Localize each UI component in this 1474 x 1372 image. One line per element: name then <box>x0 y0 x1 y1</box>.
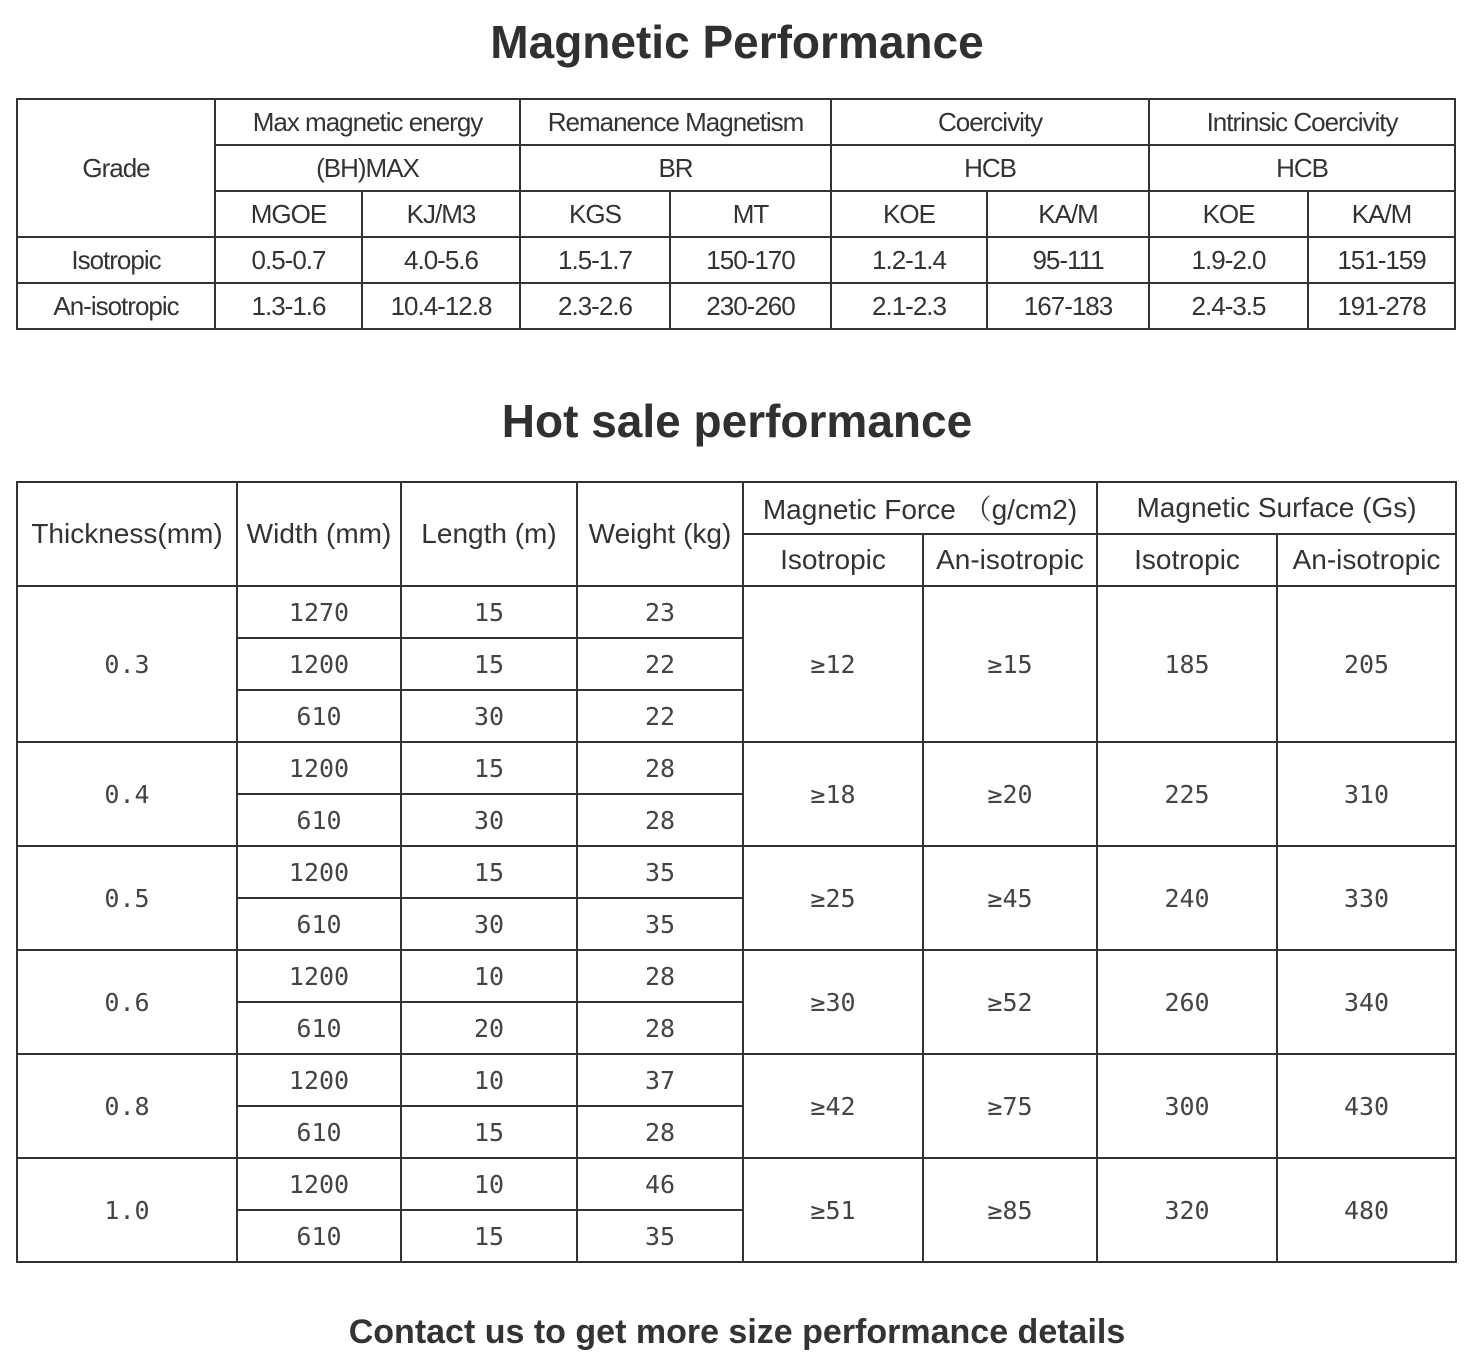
table-row <box>17 950 1456 1002</box>
weight-cell: 28 <box>577 1002 743 1054</box>
unit-header: KA/M <box>987 191 1149 237</box>
force-anisotropic-cell: ≥15 <box>923 586 1097 742</box>
unit-header: KOE <box>1149 191 1308 237</box>
force-anisotropic-cell: ≥75 <box>923 1054 1097 1158</box>
surface-isotropic-cell: 185 <box>1097 586 1277 742</box>
weight-cell: 35 <box>577 1210 743 1262</box>
table-header-row <box>17 482 1456 534</box>
thickness-cell: 0.6 <box>17 950 237 1054</box>
surface-anisotropic-cell: 480 <box>1277 1158 1456 1262</box>
magnetic-performance-title: Magnetic Performance <box>490 16 984 68</box>
force-isotropic-cell: ≥42 <box>743 1054 923 1158</box>
length-cell: 15 <box>401 846 577 898</box>
length-cell: 30 <box>401 690 577 742</box>
weight-cell: 28 <box>577 794 743 846</box>
surface-anisotropic-header: An-isotropic <box>1277 534 1456 586</box>
value-cell: 4.0-5.6 <box>362 237 520 283</box>
length-header: Length (m) <box>401 482 577 586</box>
value-cell: 150-170 <box>670 237 831 283</box>
weight-cell: 28 <box>577 742 743 794</box>
force-isotropic-cell: ≥12 <box>743 586 923 742</box>
contact-footer: Contact us to get more size performance details <box>348 1313 1126 1351</box>
width-cell: 1270 <box>237 586 401 638</box>
value-cell: 2.4-3.5 <box>1149 283 1308 329</box>
width-cell: 610 <box>237 794 401 846</box>
length-cell: 20 <box>401 1002 577 1054</box>
value-cell: 151-159 <box>1308 237 1455 283</box>
width-cell: 1200 <box>237 846 401 898</box>
value-cell: 230-260 <box>670 283 831 329</box>
table-header-row <box>17 99 1455 145</box>
force-isotropic-cell: ≥51 <box>743 1158 923 1262</box>
force-isotropic-cell: ≥25 <box>743 846 923 950</box>
thickness-cell: 0.5 <box>17 846 237 950</box>
value-cell: 95-111 <box>987 237 1149 283</box>
property-name: Intrinsic Coercivity <box>1149 99 1455 145</box>
length-cell: 15 <box>401 638 577 690</box>
surface-isotropic-cell: 240 <box>1097 846 1277 950</box>
surface-isotropic-cell: 300 <box>1097 1054 1277 1158</box>
surface-anisotropic-cell: 310 <box>1277 742 1456 846</box>
unit-header: KJ/M3 <box>362 191 520 237</box>
surface-isotropic-cell: 225 <box>1097 742 1277 846</box>
unit-header: MT <box>670 191 831 237</box>
property-name: Remanence Magnetism <box>520 99 831 145</box>
force-anisotropic-cell: ≥85 <box>923 1158 1097 1262</box>
property-symbol: (BH)MAX <box>215 145 520 191</box>
length-cell: 15 <box>401 1210 577 1262</box>
weight-header: Weight (kg) <box>577 482 743 586</box>
value-cell: 167-183 <box>987 283 1149 329</box>
table-row <box>17 586 1456 638</box>
surface-anisotropic-cell: 330 <box>1277 846 1456 950</box>
value-cell: 1.3-1.6 <box>215 283 362 329</box>
weight-cell: 46 <box>577 1158 743 1210</box>
thickness-cell: 0.8 <box>17 1054 237 1158</box>
thickness-cell: 0.4 <box>17 742 237 846</box>
width-cell: 610 <box>237 1106 401 1158</box>
force-anisotropic-cell: ≥52 <box>923 950 1097 1054</box>
weight-cell: 22 <box>577 690 743 742</box>
thickness-header: Thickness(mm) <box>17 482 237 586</box>
length-cell: 15 <box>401 1106 577 1158</box>
weight-cell: 35 <box>577 846 743 898</box>
value-cell: 10.4-12.8 <box>362 283 520 329</box>
weight-cell: 35 <box>577 898 743 950</box>
grade-cell: An-isotropic <box>17 283 215 329</box>
force-anisotropic-cell: ≥20 <box>923 742 1097 846</box>
weight-cell: 28 <box>577 950 743 1002</box>
hot-sale-title: Hot sale performance <box>501 395 973 447</box>
value-cell: 2.1-2.3 <box>831 283 987 329</box>
value-cell: 1.9-2.0 <box>1149 237 1308 283</box>
thickness-cell: 0.3 <box>17 586 237 742</box>
table-header-row <box>17 191 1455 237</box>
width-cell: 1200 <box>237 950 401 1002</box>
surface-isotropic-cell: 260 <box>1097 950 1277 1054</box>
length-cell: 15 <box>401 586 577 638</box>
weight-cell: 37 <box>577 1054 743 1106</box>
table-row <box>17 1054 1456 1106</box>
table-row <box>17 846 1456 898</box>
width-header: Width (mm) <box>237 482 401 586</box>
force-anisotropic-header: An-isotropic <box>923 534 1097 586</box>
weight-cell: 28 <box>577 1106 743 1158</box>
surface-isotropic-header: Isotropic <box>1097 534 1277 586</box>
length-cell: 30 <box>401 898 577 950</box>
width-cell: 610 <box>237 898 401 950</box>
magnetic-performance-table <box>16 98 1456 330</box>
table-row <box>17 237 1455 283</box>
hot-sale-table <box>16 481 1457 1263</box>
property-name: Coercivity <box>831 99 1149 145</box>
grade-header: Grade <box>17 99 215 237</box>
value-cell: 0.5-0.7 <box>215 237 362 283</box>
length-cell: 15 <box>401 742 577 794</box>
property-name: Max magnetic energy <box>215 99 520 145</box>
property-symbol: HCB <box>831 145 1149 191</box>
value-cell: 191-278 <box>1308 283 1455 329</box>
force-isotropic-cell: ≥18 <box>743 742 923 846</box>
unit-header: KA/M <box>1308 191 1455 237</box>
surface-isotropic-cell: 320 <box>1097 1158 1277 1262</box>
width-cell: 1200 <box>237 1158 401 1210</box>
width-cell: 610 <box>237 690 401 742</box>
property-symbol: BR <box>520 145 831 191</box>
thickness-cell: 1.0 <box>17 1158 237 1262</box>
width-cell: 1200 <box>237 742 401 794</box>
unit-header: MGOE <box>215 191 362 237</box>
width-cell: 610 <box>237 1210 401 1262</box>
weight-cell: 22 <box>577 638 743 690</box>
magnetic-surface-header: Magnetic Surface (Gs) <box>1097 482 1456 534</box>
length-cell: 10 <box>401 1054 577 1106</box>
grade-cell: Isotropic <box>17 237 215 283</box>
value-cell: 2.3-2.6 <box>520 283 670 329</box>
value-cell: 1.2-1.4 <box>831 237 987 283</box>
force-anisotropic-cell: ≥45 <box>923 846 1097 950</box>
magnetic-force-header: Magnetic Force （g/cm2) <box>743 482 1097 534</box>
width-cell: 610 <box>237 1002 401 1054</box>
width-cell: 1200 <box>237 1054 401 1106</box>
table-row <box>17 283 1455 329</box>
surface-anisotropic-cell: 340 <box>1277 950 1456 1054</box>
force-isotropic-header: Isotropic <box>743 534 923 586</box>
surface-anisotropic-cell: 205 <box>1277 586 1456 742</box>
value-cell: 1.5-1.7 <box>520 237 670 283</box>
unit-header: KGS <box>520 191 670 237</box>
length-cell: 10 <box>401 950 577 1002</box>
length-cell: 30 <box>401 794 577 846</box>
surface-anisotropic-cell: 430 <box>1277 1054 1456 1158</box>
table-header-row <box>17 145 1455 191</box>
property-symbol: HCB <box>1149 145 1455 191</box>
force-isotropic-cell: ≥30 <box>743 950 923 1054</box>
table-row <box>17 1158 1456 1210</box>
table-row <box>17 742 1456 794</box>
unit-header: KOE <box>831 191 987 237</box>
weight-cell: 23 <box>577 586 743 638</box>
length-cell: 10 <box>401 1158 577 1210</box>
width-cell: 1200 <box>237 638 401 690</box>
